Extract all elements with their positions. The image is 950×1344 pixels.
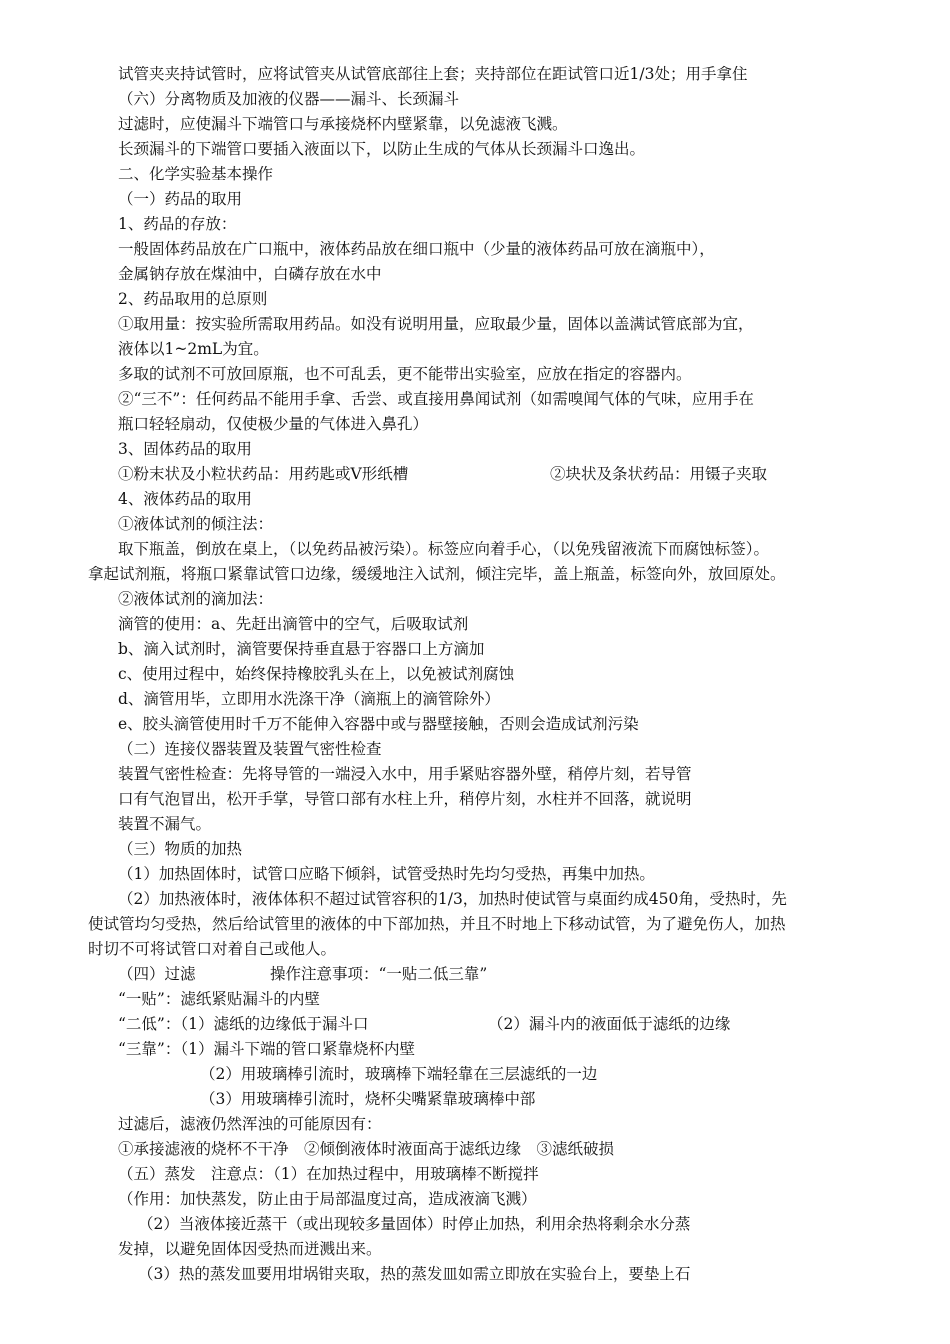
text-line: （3）热的蒸发皿要用坩埚钳夹取，热的蒸发皿如需立即放在实验台上，要垫上石 (138, 1265, 691, 1283)
text-line: （1）加热固体时，试管口应略下倾斜，试管受热时先均匀受热，再集中加热。 (118, 865, 655, 883)
text-line: 取下瓶盖，倒放在桌上，（以免药品被污染）。标签应向着手心，（以免残留液流下而腐蚀标签）。 (118, 540, 770, 558)
list-item: b、滴入试剂时，滴管要保持垂直悬于容器口上方滴加 (118, 640, 485, 658)
list-item: c、使用过程中，始终保持橡胶乳头在上，以免被试剂腐蚀 (118, 665, 515, 683)
text-line: ①承接滤液的烧杯不干净 ②倾倒液体时液面高于滤纸边缘 ③滤纸破损 (118, 1140, 615, 1158)
text-line: ①取用量：按实验所需取用药品。如没有说明用量，应取最少量，固体以盖满试管底部为宜， (118, 315, 754, 333)
text-line: 使试管均匀受热，然后给试管里的液体的中下部加热，并且不时地上下移动试管，为了避免伤人，加热 (88, 915, 786, 933)
text-line: 金属钠存放在煤油中，白磷存放在水中 (118, 265, 382, 283)
text-line: “三靠”：（1）漏斗下端的管口紧靠烧杯内壁 (118, 1040, 415, 1058)
text-line: （作用：加快蒸发，防止由于局部温度过高，造成液滴飞溅） (118, 1190, 537, 1208)
section-heading: （六）分离物质及加液的仪器——漏斗、长颈漏斗 (118, 90, 460, 108)
text-line: 装置不漏气。 (118, 815, 212, 833)
text-line: 滴管的使用：a、先赶出滴管中的空气，后吸取试剂 (118, 615, 469, 633)
subheading: 1、药品的存放： (118, 215, 237, 233)
section-heading: 二、化学实验基本操作 (118, 165, 274, 183)
text-line: ①液体试剂的倾注法： (118, 515, 274, 533)
text-line: 过滤后，滤液仍然浑浊的可能原因有： (118, 1115, 382, 1133)
list-item: e、胶头滴管使用时千万不能伸入容器中或与器壁接触，否则会造成试剂污染 (118, 715, 639, 733)
text-line: 操作注意事项：“一贴二低三靠” (270, 965, 488, 983)
section-heading: （二）连接仪器装置及装置气密性检查 (118, 740, 382, 758)
text-line: 一般固体药品放在广口瓶中，液体药品放在细口瓶中（少量的液体药品可放在滴瓶中）， (118, 240, 715, 258)
section-heading: （五）蒸发 注意点：（1）在加热过程中，用玻璃棒不断搅拌 (118, 1165, 539, 1183)
text-line: （2）用玻璃棒引流时，玻璃棒下端轻靠在三层滤纸的一边 (200, 1065, 598, 1083)
text-line: 拿起试剂瓶，将瓶口紧靠试管口边缘，缓缓地注入试剂，倾注完毕，盖上瓶盖，标签向外，放回原处。 (88, 565, 786, 583)
text-line: ①粉末状及小粒状药品：用药匙或V形纸槽 (118, 465, 409, 483)
text-line: 长颈漏斗的下端管口要插入液面以下，以防止生成的气体从长颈漏斗口逸出。 (118, 140, 646, 158)
text-line: （2）漏斗内的液面低于滤纸的边缘 (488, 1015, 731, 1033)
list-item: d、滴管用毕，立即用水洗涤干净（滴瓶上的滴管除外） (118, 690, 500, 708)
text-line: （2）加热液体时，液体体积不超过试管容积的1/3，加热时使试管与桌面约成450角，受热时，先 (118, 890, 787, 908)
subheading: 3、固体药品的取用 (118, 440, 252, 458)
text-line: 装置气密性检查：先将导管的一端浸入水中，用手紧贴容器外壁，稍停片刻，若导管 (118, 765, 692, 783)
text-line: “二低”：（1）滤纸的边缘低于漏斗口 (118, 1015, 369, 1033)
section-heading: （一）药品的取用 (118, 190, 243, 208)
text-line: （2）当液体接近蒸干（或出现较多量固体）时停止加热，利用余热将剩余水分蒸 (138, 1215, 691, 1233)
text-line: 口有气泡冒出，松开手掌，导管口部有水柱上升，稍停片刻，水柱并不回落，就说明 (118, 790, 692, 808)
text-line: 瓶口轻轻扇动，仅使极少量的气体进入鼻孔） (118, 415, 429, 433)
text-line: ②块状及条状药品：用镊子夹取 (550, 465, 768, 483)
text-line: 发掉，以避免固体因受热而迸溅出来。 (118, 1240, 382, 1258)
subheading: 4、液体药品的取用 (118, 490, 252, 508)
subheading: 2、药品取用的总原则 (118, 290, 268, 308)
text-line: （3）用玻璃棒引流时，烧杯尖嘴紧靠玻璃棒中部 (200, 1090, 536, 1108)
text-line: 液体以1~2mL为宜。 (118, 340, 269, 358)
section-heading: （三）物质的加热 (118, 840, 243, 858)
text-line: 多取的试剂不可放回原瓶，也不可乱丢，更不能带出实验室，应放在指定的容器内。 (118, 365, 692, 383)
section-heading: （四）过滤 (118, 965, 196, 983)
text-line: 过滤时，应使漏斗下端管口与承接烧杯内壁紧靠，以免滤液飞溅。 (118, 115, 568, 133)
text-line: “一贴”：滤纸紧贴漏斗的内壁 (118, 990, 320, 1008)
text-line: 时切不可将试管口对着自己或他人。 (88, 940, 337, 958)
text-line: ②“三不”：任何药品不能用手拿、舌尝、或直接用鼻闻试剂（如需嗅闻气体的气味，应用手在 (118, 390, 754, 408)
text-line: 试管夹夹持试管时，应将试管夹从试管底部往上套；夹持部位在距试管口近1/3处；用手拿住 (118, 65, 748, 83)
text-line: ②液体试剂的滴加法： (118, 590, 274, 608)
